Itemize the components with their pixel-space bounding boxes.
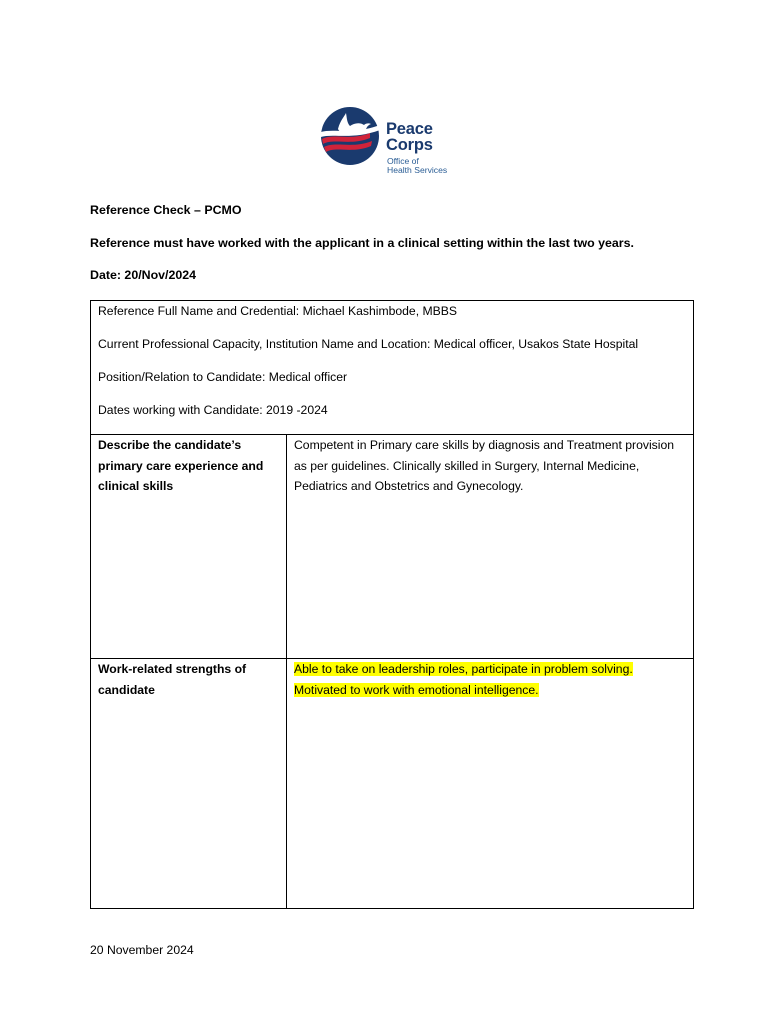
logo-word-corps: Corps — [386, 136, 433, 154]
reference-table — [90, 300, 694, 909]
reference-position: Position/Relation to Candidate: Medical officer — [98, 370, 348, 384]
highlighted-answer-line: Motivated to work with emotional intelligence. — [294, 682, 539, 697]
document-date: Date: 20/Nov/2024 — [90, 268, 197, 282]
logo-word-peace: Peace — [386, 120, 433, 138]
answer-cell — [287, 659, 694, 909]
requirement-statement: Reference must have worked with the applicant in a clinical setting within the last two years. — [90, 236, 634, 250]
footer-date: 20 November 2024 — [90, 943, 194, 957]
highlighted-answer-line: Able to take on leadership roles, participate in problem solving. — [294, 662, 633, 676]
question-cell: Describe the candidate’s primary care experience and clinical skills — [91, 435, 287, 659]
logo-subtitle-line1: Office of — [387, 156, 419, 166]
document-title: Reference Check – PCMO — [90, 203, 242, 217]
question-row — [91, 435, 694, 659]
question-cell: Work-related strengths of candidate — [91, 659, 287, 909]
reference-info-row — [91, 301, 694, 435]
question-row — [91, 659, 694, 909]
reference-dates: Dates working with Candidate: 2019 -2024 — [98, 403, 328, 417]
peace-corps-logo — [320, 103, 470, 177]
reference-name: Reference Full Name and Credential: Michael Kashimbode, MBBS — [98, 304, 458, 318]
logo-subtitle-line2: Health Services — [387, 165, 448, 175]
dove-emblem-icon — [320, 103, 382, 173]
reference-info-cell — [91, 301, 694, 435]
answer-cell: Competent in Primary care skills by diagnosis and Treatment provision as per guidelines. Clinically skilled in Surgery, Internal Medicine, Pediatrics and Obstetrics and Gynecology. — [287, 435, 694, 659]
reference-capacity: Current Professional Capacity, Institution Name and Location: Medical officer, Usakos State Hospital — [98, 337, 639, 351]
